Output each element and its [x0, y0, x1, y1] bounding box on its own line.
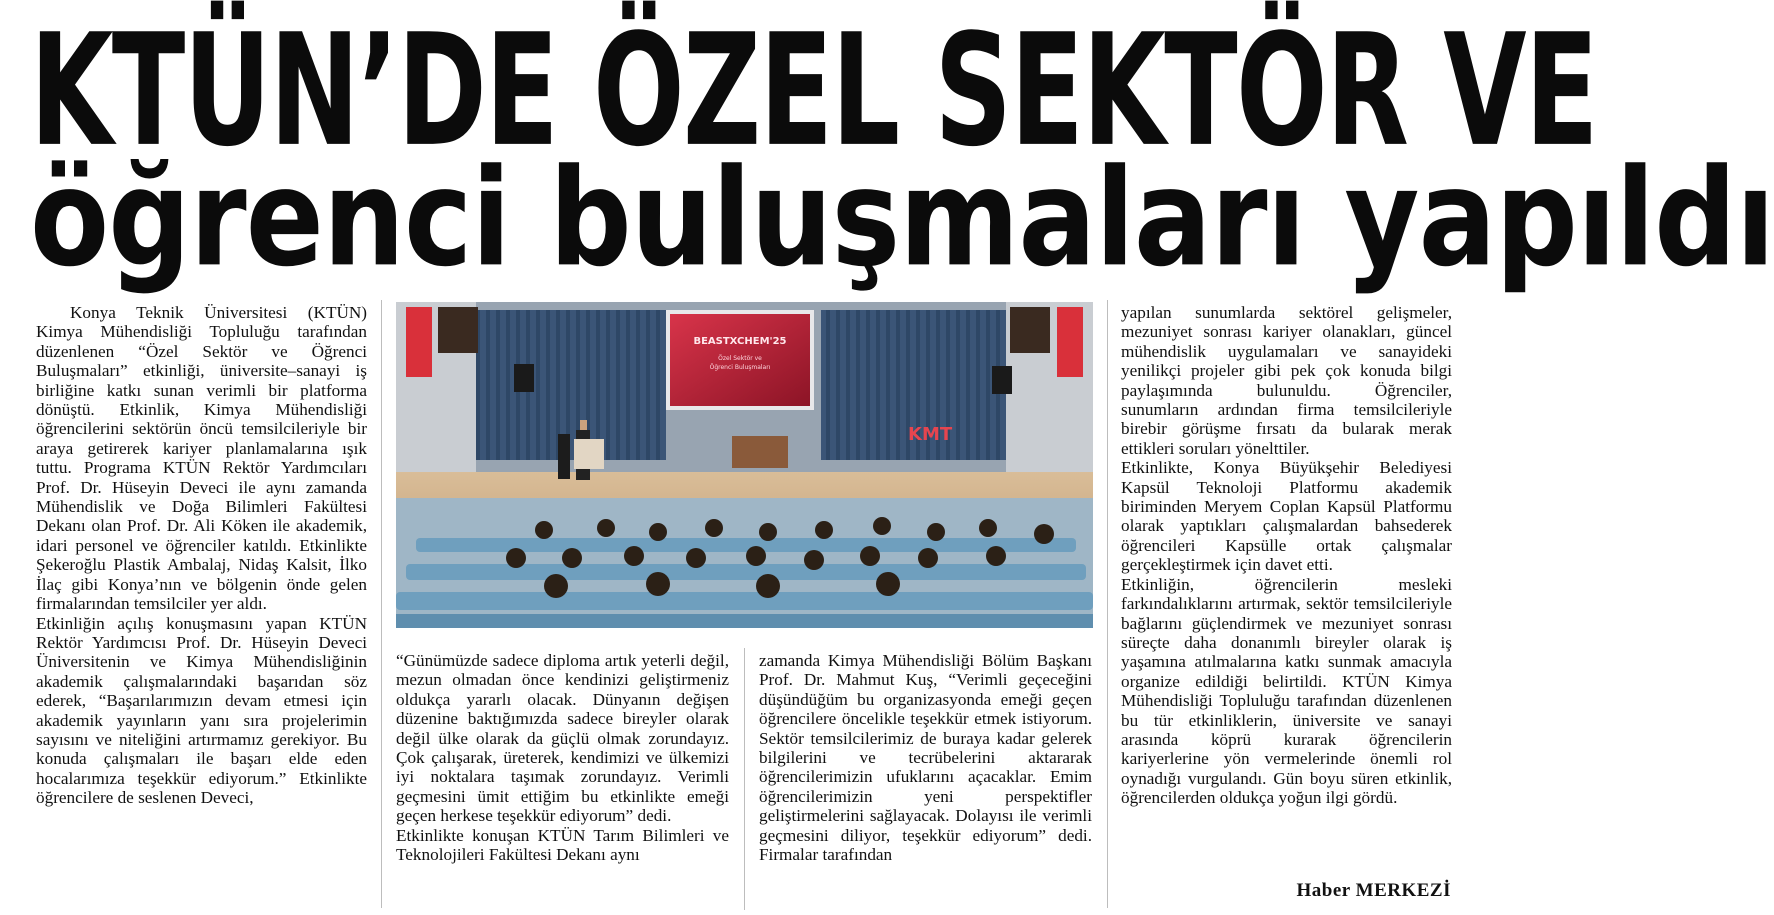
headline-line-1: KTÜN’DE ÖZEL SEKTÖR VE — [30, 0, 1597, 181]
portrait-left — [438, 307, 478, 353]
article-column-2 — [396, 651, 729, 911]
column-divider — [381, 300, 382, 908]
screen-line-2: Öğrenci Buluşmaları — [709, 364, 771, 371]
paragraph: “Günümüzde sadece diploma artık yeterli değil, mezun olmadan önce kendinizi geliştirmeniz oldukça yararlı olacak. Dünyanın değişen düzenine baktığımızda sadece bireyler olarak değil ülke olarak da güçlü olmak zorundayız. Çok çalışarak, üreterek, kendimizi ve ülkemizi iyi noktalara taşımak zorundayız. Verimli geçmesini ümit ettiğim bu etkinlikte emeği geçen herkese teşekkür ediyorum” dedi. — [396, 651, 729, 826]
paragraph: Etkinlikte konuşan KTÜN Tarım Bilimleri ve Teknolojileri Fakültesi Dekanı aynı — [396, 825, 729, 865]
portrait-right — [1010, 307, 1050, 353]
stage-letters: KMT — [908, 424, 953, 445]
paragraph: yapılan sunumlarda sektörel gelişmeler, mezuniyet sonrası kariyer olanakları, güncel mühendislik uygulamaları ve sanayideki yenilikçi projeler gibi pek çok konuda bilgi paylaşımında bulunuldu. Öğrenciler, sunumların ardından firma temsilcileriyle birebir görüşme fırsatı da bularak merak ettikleri soruları yönelttiler. — [1121, 303, 1452, 458]
paragraph: Konya Teknik Üniversitesi (KTÜN) Kimya Mühendisliği Topluluğu tarafından düzenlenen “Özel Sektör ve Öğrenci Buluşmaları” etkinliği, üniversite–sanayi iş birliğine katkı sunan verimli bir platforma dönüştü. Etkinlik, Kimya Mühendisliği öğrencilerini sektörün öncü temsilcileriyle bir araya getirerek kariyer planlamalarına ışık tuttu. Programa KTÜN Rektör Yardımcıları Prof. Dr. Hüseyin Deveci ile aynı zamanda Mühendislik ve Doğa Bilimleri Fakültesi Dekanı olan Prof. Dr. Ali Köken ile akademik, idari personel ve öğrenciler katıldı. Etkinlikte Şekeroğlu Plastik Ambalaj, Nidaş Kalsit, İlko İlaç gibi Konya’nın ve bölgenin önde gelen firmalarından temsilciler yer aldı. — [36, 303, 367, 614]
screen-title: BEASTXCHEM'25 — [693, 336, 787, 347]
left-curtain — [476, 310, 666, 460]
column-divider — [744, 648, 745, 910]
event-photo — [396, 302, 1093, 628]
screen-line-1: Özel Sektör ve — [718, 355, 762, 362]
auditorium-photo — [396, 302, 1093, 628]
paragraph: Etkinliğin, öğrencilerin mesleki farkındalıklarını artırmak, sektör temsilcileriyle bağlarını güçlendirmek ve mezuniyet sonrası süreçte daha donanımlı bireyler olarak iş yaşamına atılmalarına katkı sunmak amacıyla organize edildiği belirtildi. KTÜN Kimya Mühendisliği Topluluğu tarafından düzenlenen bu tür etkinliklerin, üniversite ve sanayi arasında köprü kurarak öğrencilerin kariyerlerine yön vermelerinde önemli rol oynadığı vurgulandı. Gün boyu süren etkinlik, öğrencilerden oldukça yoğun ilgi gördü. — [1121, 574, 1452, 808]
podium — [574, 439, 604, 469]
flag-left — [406, 307, 432, 377]
paragraph: Etkinlikte, Konya Büyükşehir Belediyesi Kapsül Teknoloji Platformu akademik biriminden Meryem Coplan Kapsül Platformu olarak yaptıkları çalışmalardan bahsederek öğrencileri Kapsülle ortak çalışmalar gerçekleştirmek için davet etti. — [1121, 458, 1452, 575]
audience-seats — [396, 498, 1093, 628]
paragraph: Etkinliğin açılış konuşmasını yapan KTÜN Rektör Yardımcısı Prof. Dr. Hüseyin Deveci Üniversitenin ve Kimya Mühendisliğinin akademik çalışmalarındaki başarıdan söz ederek, “Başarılarımızın devam etmesi için akademik yayınların yanı sıra projelerimin sayısını ve niteliğini artırmamız gerekiyor. Bu konuda çalışmaları ile başarı elde eden hocalarımıza teşekkür ediyorum.” Etkinlikte öğrencilere de seslenen Deveci, — [36, 613, 367, 808]
flag-right — [1057, 307, 1083, 377]
speaker-left — [514, 364, 534, 392]
person-standing — [558, 434, 570, 479]
headline-line-2: öğrenci buluşmaları yapıldı — [30, 140, 1774, 297]
column-divider — [1107, 300, 1108, 908]
article-column-3 — [759, 651, 1092, 911]
speaker-head — [580, 420, 587, 430]
article-column-4 — [1121, 303, 1452, 873]
paragraph: zamanda Kimya Mühendisliği Bölüm Başkanı Prof. Dr. Mahmut Kuş, “Verimli geçeceğini düşündüğüm bu organizasyonda emeği geçen öğrencilere öncelikle teşekkür etmek istiyorum. Sektör temsilcilerimiz de buraya kadar gelerek bilgilerini ve tecrübelerini aktararak öğrencilerimizin ufuklarını açacaklar. Emim öğrencilerimizin yeni perspektifler geliştirmelerini sağlayacak. Dolayısı ile verimli geçmesini diliyor, teşekkür ediyorum” dedi. Firmalar tarafından — [759, 651, 1092, 865]
article-column-1 — [36, 303, 367, 908]
speaker-right — [992, 366, 1012, 394]
lectern-table — [732, 436, 788, 468]
byline: Haber MERKEZİ — [1296, 880, 1451, 901]
